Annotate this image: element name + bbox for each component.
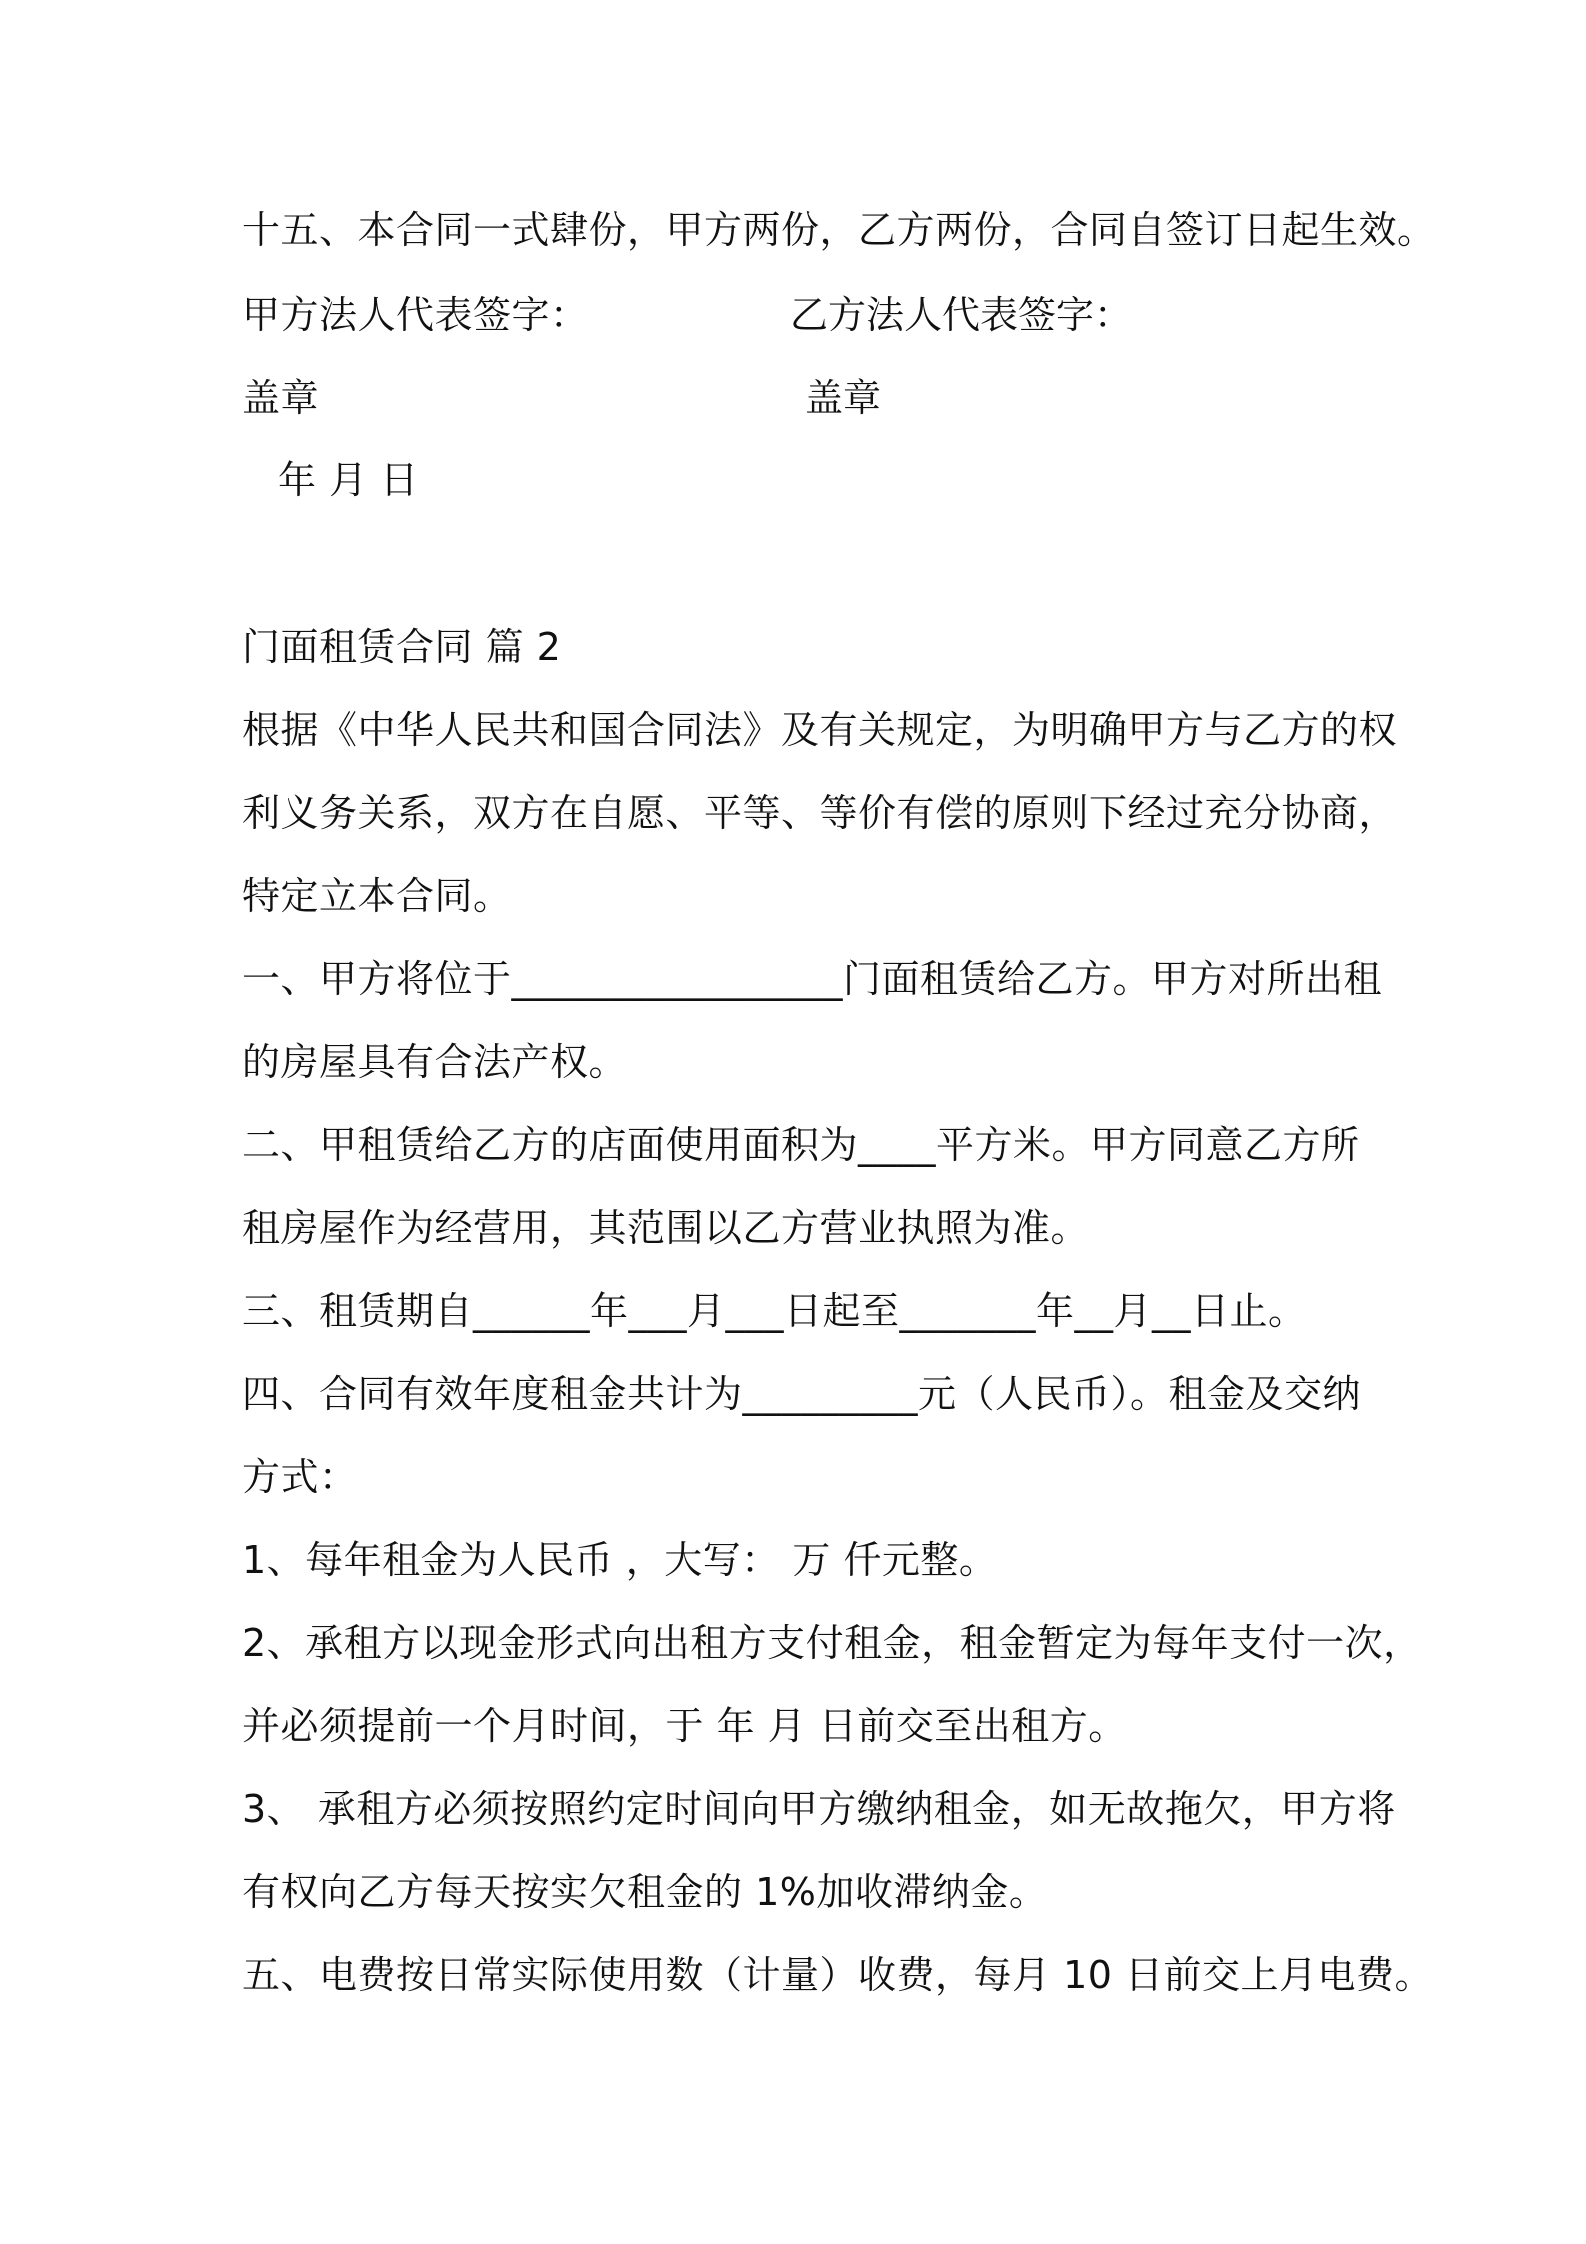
clause-3-text: 三、租赁期自______年___月___日起至_______年__月__日止。 (242, 1289, 1307, 1333)
item-1-text: 1、每年租金为人民币 ，大写： 万 仟元整。 (242, 1538, 998, 1582)
clause-2-line-2: 租房屋作为经营用，其范围以乙方营业执照为准。 (242, 1206, 1090, 1250)
item-2-line-1: 2、承租方以现金形式向出租方支付租金，租金暂定为每年支付一次， (242, 1621, 1422, 1665)
party-a-seal-label: 盖章 (242, 376, 320, 420)
clause-1-line-1: 一、甲方将位于_________________门面租赁给乙方。甲方对所出租 (242, 957, 1383, 1001)
clause-5-text: 五、电费按日常实际使用数（计量）收费，每月 10 日前交上月电费。 (242, 1953, 1434, 1997)
intro-line-2: 利义务关系，双方在自愿、平等、等价有偿的原则下经过充分协商， (242, 791, 1398, 835)
clause-2-line-1: 二、甲租赁给乙方的店面使用面积为____平方米。甲方同意乙方所 (242, 1123, 1360, 1167)
party-a-signature-label: 甲方法人代表签字： (242, 293, 589, 337)
clause-1-line-2: 的房屋具有合法产权。 (242, 1040, 628, 1084)
intro-line-1: 根据《中华人民共和国合同法》及有关规定，为明确甲方与乙方的权 (242, 708, 1398, 752)
item-3-line-2: 有权向乙方每天按实欠租金的 1%加收滞纳金。 (242, 1870, 1048, 1914)
item-3-line-1: 3、 承租方必须按照约定时间向甲方缴纳租金，如无故拖欠，甲方将 (242, 1787, 1396, 1831)
signing-date: 年 月 日 (278, 458, 419, 502)
intro-line-3: 特定立本合同。 (242, 874, 512, 918)
party-b-signature-label: 乙方法人代表签字： (790, 293, 1133, 337)
clause-4-line-2: 方式： (242, 1455, 358, 1499)
item-2-line-2: 并必须提前一个月时间，于 年 月 日前交至出租方。 (242, 1704, 1127, 1748)
clause-15-text: 十五、本合同一式肆份，甲方两份，乙方两份，合同自签订日起生效。 (242, 208, 1436, 252)
party-b-seal-label: 盖章 (805, 376, 882, 420)
clause-4-line-1: 四、合同有效年度租金共计为_________元（人民币）。租金及交纳 (242, 1372, 1362, 1416)
contract-title: 门面租赁合同 篇 2 (242, 625, 562, 669)
